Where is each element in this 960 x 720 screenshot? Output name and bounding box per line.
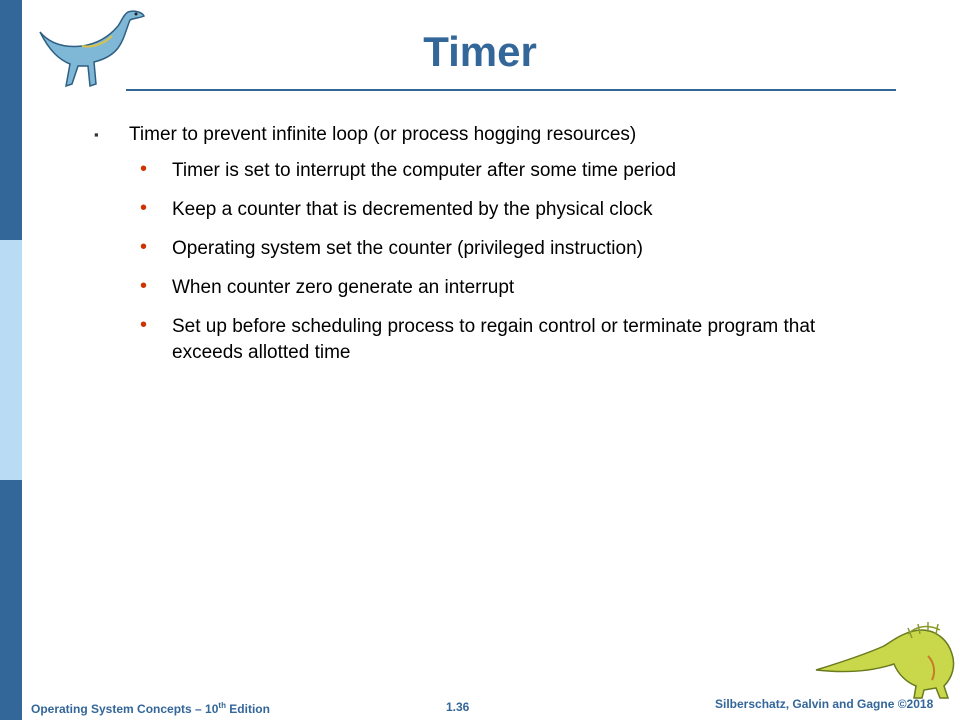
subbullet-text: Keep a counter that is decremented by the physical clock (172, 199, 653, 220)
subbullet-text: Set up before scheduling process to regain control or terminate program that exceeds allotted time (172, 316, 816, 363)
footer-copyright: Silberschatz, Galvin and Gagne ©2018 (715, 697, 934, 711)
dot-bullet-icon: • (140, 236, 148, 258)
footer-page-number: 1.36 (446, 700, 470, 714)
left-sidebar (0, 0, 22, 720)
subbullet-text: Timer is set to interrupt the computer after some time period (172, 160, 677, 181)
slide-title: Timer (423, 28, 537, 75)
sidebar-bottom-band (0, 480, 22, 720)
subbullet-text: When counter zero generate an interrupt (172, 277, 515, 298)
sidebar-middle-band (0, 240, 22, 480)
subbullet-text: Operating system set the counter (privileged instruction) (172, 238, 643, 259)
title-divider (126, 89, 896, 91)
bullet-text: Timer to prevent infinite loop (or process hogging resources) (129, 124, 637, 145)
footer-book-title: Operating System Concepts – 10th Edition (31, 701, 270, 716)
dot-bullet-icon: • (140, 314, 148, 336)
dinosaur-logo-bottom-icon (812, 616, 960, 700)
dot-bullet-icon: • (140, 275, 148, 297)
dot-bullet-icon: • (140, 197, 148, 219)
square-bullet-icon: ▪ (94, 127, 99, 142)
dot-bullet-icon: • (140, 158, 148, 180)
